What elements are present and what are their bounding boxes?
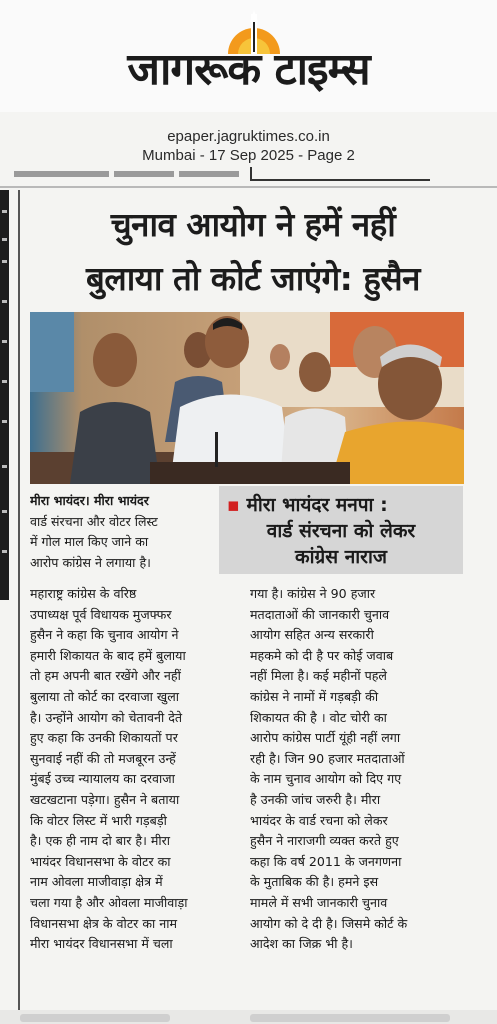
body-line: बुलाया तो कोर्ट का दरवाजा खुला [30,688,180,704]
neighbor-column-strip [0,190,9,600]
body-line: आरोप कांग्रेस ने लगाया है। [30,554,151,570]
body-line: रही है। जिन 90 हजार मतदाताओं [250,750,405,766]
body-line: गया है। कांग्रेस ने 90 हजार [250,586,376,601]
page-footer-strip [0,1010,497,1024]
article-subhead [219,486,463,574]
body-line: आरोप कांग्रेस पार्टी यूंही नहीं लगा [250,730,401,746]
epaper-url[interactable]: epaper.jagruktimes.co.in [167,128,330,145]
body-line: कहा कि वर्ष 2011 के जनगणना [250,853,402,869]
section-divider [0,186,497,188]
body-column-intro [30,491,212,573]
body-line: है। एक ही नाम दो बार है। मीरा [30,833,171,849]
masthead [0,0,497,112]
cropped-neighbor-text [14,168,244,180]
body-line: भायंदर के वार्ड रचना को लेकर [250,812,388,828]
body-line: सुनवाई नहीं की तो मजबूरन उन्हें [30,750,176,766]
body-line: कांग्रेस ने नामों में गड़बड़ी की [250,688,379,704]
body-line: हुसैन ने नाराजगी व्यक्त करते हुए [250,833,399,849]
body-line: नहीं मिला है। कई महीनों पहले [250,668,387,684]
body-line: मीरा भायंदर विधानसभा में चला [30,936,173,952]
body-line: कि वोटर लिस्ट में भारी गड़बड़ी [30,812,167,828]
body-line: हुसैन ने कहा कि चुनाव आयोग ने [30,627,179,643]
subhead-line-3: कांग्रेस नाराज [295,546,387,568]
body-line: चला गया है और ओवला माजीवाड़ा [30,894,188,910]
body-column-left [30,584,244,955]
body-line: महाराष्ट्र कांग्रेस के वरिष्ठ [30,586,137,601]
article-headline [24,198,482,306]
body-line: आयोग को दे दी है। जिसमे कोर्ट के [250,915,408,931]
body-line: भायंदर विधानसभा के वोटर का [30,853,171,869]
body-line: आदेश का जिक्र भी है। [250,936,353,952]
headline-line-2: बुलाया तो कोर्ट जाएंगे: हुसैन [86,259,420,298]
masthead-title: जागरूक टाइम्स [127,44,370,95]
headline-line-1: चुनाव आयोग ने हमें नहीं [110,205,396,244]
red-bullet-icon: ▪ [227,494,247,516]
body-line: मीरा भायंदर। मीरा भायंदर [30,493,149,508]
body-line: आयोग सहित अन्य सरकारी [250,627,374,643]
edition-dateline: Mumbai - 17 Sep 2025 - Page 2 [142,147,355,164]
body-line: उपाध्यक्ष पूर्व विधायक मुजफ्फर [30,606,172,622]
body-line: नाम ओवला माजीवाड़ा क्षेत्र में [30,874,163,890]
body-line: के नाम चुनाव आयोग को दिए गए [250,771,402,787]
body-line: में गोल माल किए जाने का [30,534,149,550]
column-divider [18,190,20,1010]
body-line: मतदाताओं की जानकारी चुनाव [250,606,390,622]
body-line: शिकायत की है । वोट चोरी का [250,709,387,725]
subhead-line-2: वार्ड संरचना को लेकर [266,520,416,542]
body-line: तो हम अपनी बात रखेंगे और नहीं [30,668,181,684]
body-line: विधानसभा क्षेत्र के वोटर का नाम [30,915,178,931]
body-line: हुए कहा कि उनकी शिकायतों पर [30,730,178,746]
body-line: महकमे को दी है पर कोई जवाब [250,647,394,663]
subhead-line-1 [227,490,463,520]
body-line: के मुताबिक की है। हमने इस [250,874,379,890]
subhead-line-1-text: मीरा भायंदर मनपा : [246,494,388,516]
body-column-right [250,584,465,955]
cropped-neighbor-box [250,167,430,181]
photo-illustration [30,312,464,484]
body-line: खटखटाना पड़ेगा। हुसैन ने बताया [30,791,180,807]
body-line: है। उन्होंने आयोग को चेतावनी देते [30,709,183,725]
body-line: मामले में सभी जानकारी चुनाव [250,894,388,910]
body-line: है उनकी जांच जरुरी है। मीरा [250,791,381,807]
body-line: वार्ड संरचना और वोटर लिस्ट [30,513,158,529]
body-line: मुंबई उच्च न्यायालय का दरवाजा [30,771,175,787]
body-line: हमारी शिकायत के बाद हमें बुलाया [30,647,186,663]
article-photo [30,312,464,484]
